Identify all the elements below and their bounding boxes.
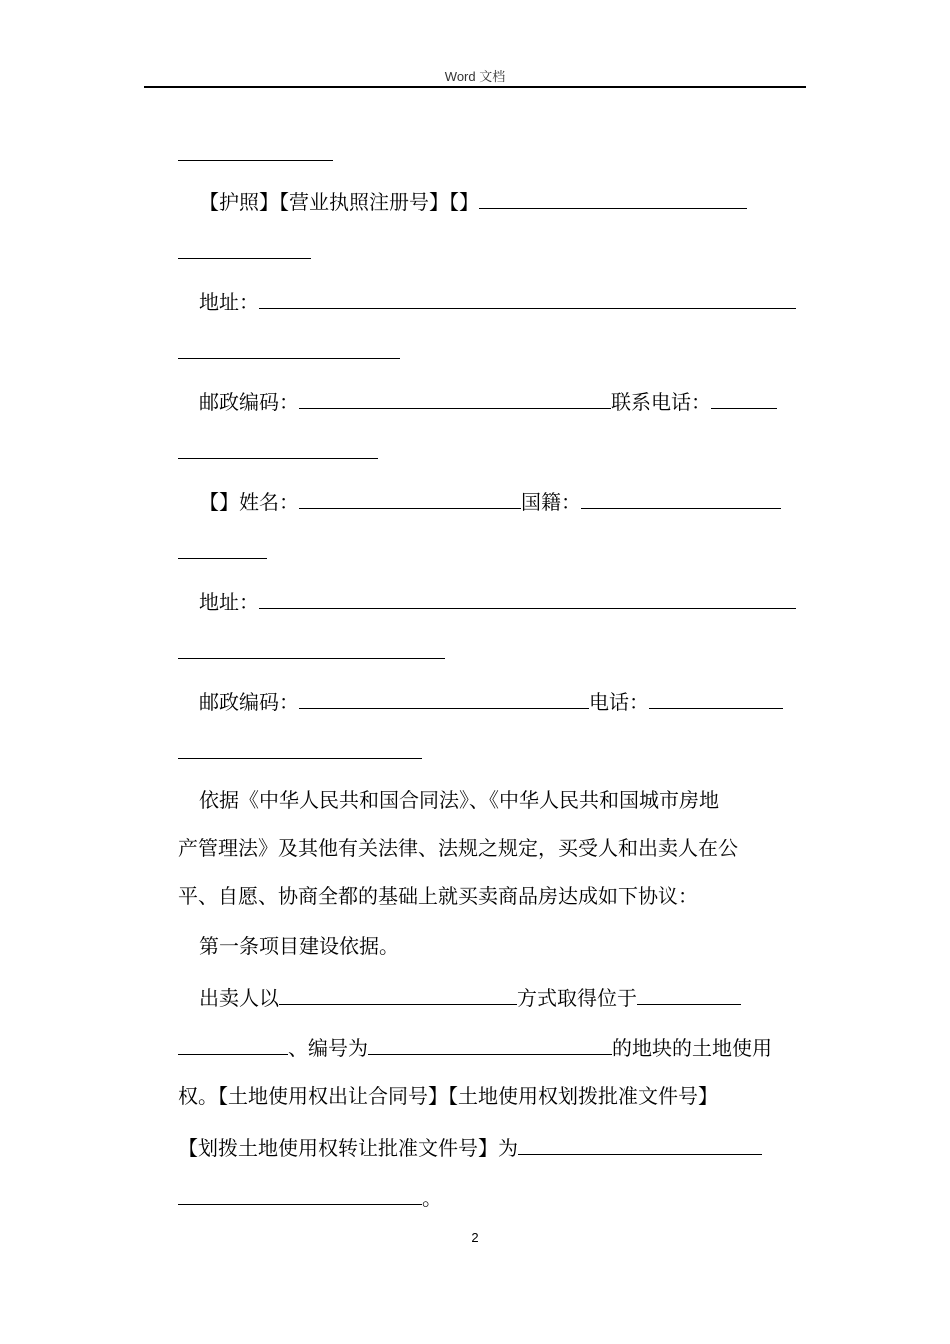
blank-field	[178, 138, 333, 161]
blank-field	[178, 436, 378, 459]
article-1-line-5	[178, 1182, 802, 1212]
blank-field	[178, 636, 445, 659]
article-1-heading: 第一条项目建设依据。	[199, 934, 399, 958]
seller-acquired-label: 出卖人以	[199, 986, 279, 1010]
phone-label: 电话：	[589, 690, 649, 714]
phone-field	[649, 686, 783, 709]
blank-line-7	[178, 736, 802, 766]
approval-number-field-cont	[178, 1182, 422, 1205]
blank-field	[178, 336, 400, 359]
postcode-phone-line	[178, 386, 823, 416]
address-field	[259, 286, 796, 309]
postcode-label: 邮政编码：	[199, 690, 299, 714]
seller-address-line	[178, 286, 823, 316]
blank-field	[178, 236, 311, 259]
location-field-cont	[178, 1032, 288, 1055]
postcode-field	[299, 686, 589, 709]
article-1-line-3: 权。【土地使用权出让合同号】【土地使用权划拨批准文件号】	[178, 1084, 718, 1108]
id-number-field	[479, 186, 747, 209]
blank-field	[178, 736, 422, 759]
buyer-postcode-phone-line	[178, 686, 823, 716]
blank-line-2	[178, 236, 802, 266]
approval-number-field	[518, 1132, 762, 1155]
nationality-field	[581, 486, 781, 509]
paragraph-line-1: 依据《中华人民共和国合同法》、《中华人民共和国城市房地	[199, 788, 719, 812]
blank-line-5	[178, 536, 802, 566]
location-field	[637, 982, 741, 1005]
page-header-title: Word 文档	[444, 69, 506, 84]
land-use-label: 的地块的土地使用	[612, 1036, 772, 1060]
address-label: 地址：	[199, 590, 259, 614]
acquisition-method-field	[279, 982, 517, 1005]
paragraph-line-2: 产管理法》及其他有关法律、法规之规定，买受人和出卖人在公	[178, 836, 738, 860]
id-type-label: 【护照】【营业执照注册号】【】	[199, 190, 479, 214]
header-rule	[144, 86, 806, 88]
phone-field	[711, 386, 777, 409]
paragraph-line-3: 平、自愿、协商全都的基础上就买卖商品房达成如下协议：	[178, 884, 698, 908]
postcode-label: 邮政编码：	[199, 390, 299, 414]
name-label: 【】姓名：	[199, 490, 299, 514]
postcode-field	[299, 386, 611, 409]
buyer-name-nationality-line	[178, 486, 823, 516]
article-1-line-4	[178, 1132, 802, 1162]
blank-line-1	[178, 138, 802, 168]
blank-line-6	[178, 636, 802, 666]
blank-line-3	[178, 336, 802, 366]
address-field	[259, 586, 796, 609]
phone-label: 联系电话：	[611, 390, 711, 414]
plot-number-field	[368, 1032, 612, 1055]
name-field	[299, 486, 521, 509]
id-type-line	[178, 186, 823, 216]
located-at-label: 方式取得位于	[517, 986, 637, 1010]
article-1-line-2	[178, 1032, 802, 1062]
nationality-label: 国籍：	[521, 490, 581, 514]
article-1-line-1	[178, 982, 823, 1012]
transfer-approval-label: 【划拨土地使用权转让批准文件号】为	[178, 1136, 518, 1160]
number-label: 、编号为	[288, 1036, 368, 1060]
blank-line-4	[178, 436, 802, 466]
address-label: 地址：	[199, 290, 259, 314]
period-mark: 。	[422, 1186, 442, 1210]
blank-field	[178, 536, 267, 559]
buyer-address-line	[178, 586, 823, 616]
page-number: 2	[471, 1230, 479, 1245]
